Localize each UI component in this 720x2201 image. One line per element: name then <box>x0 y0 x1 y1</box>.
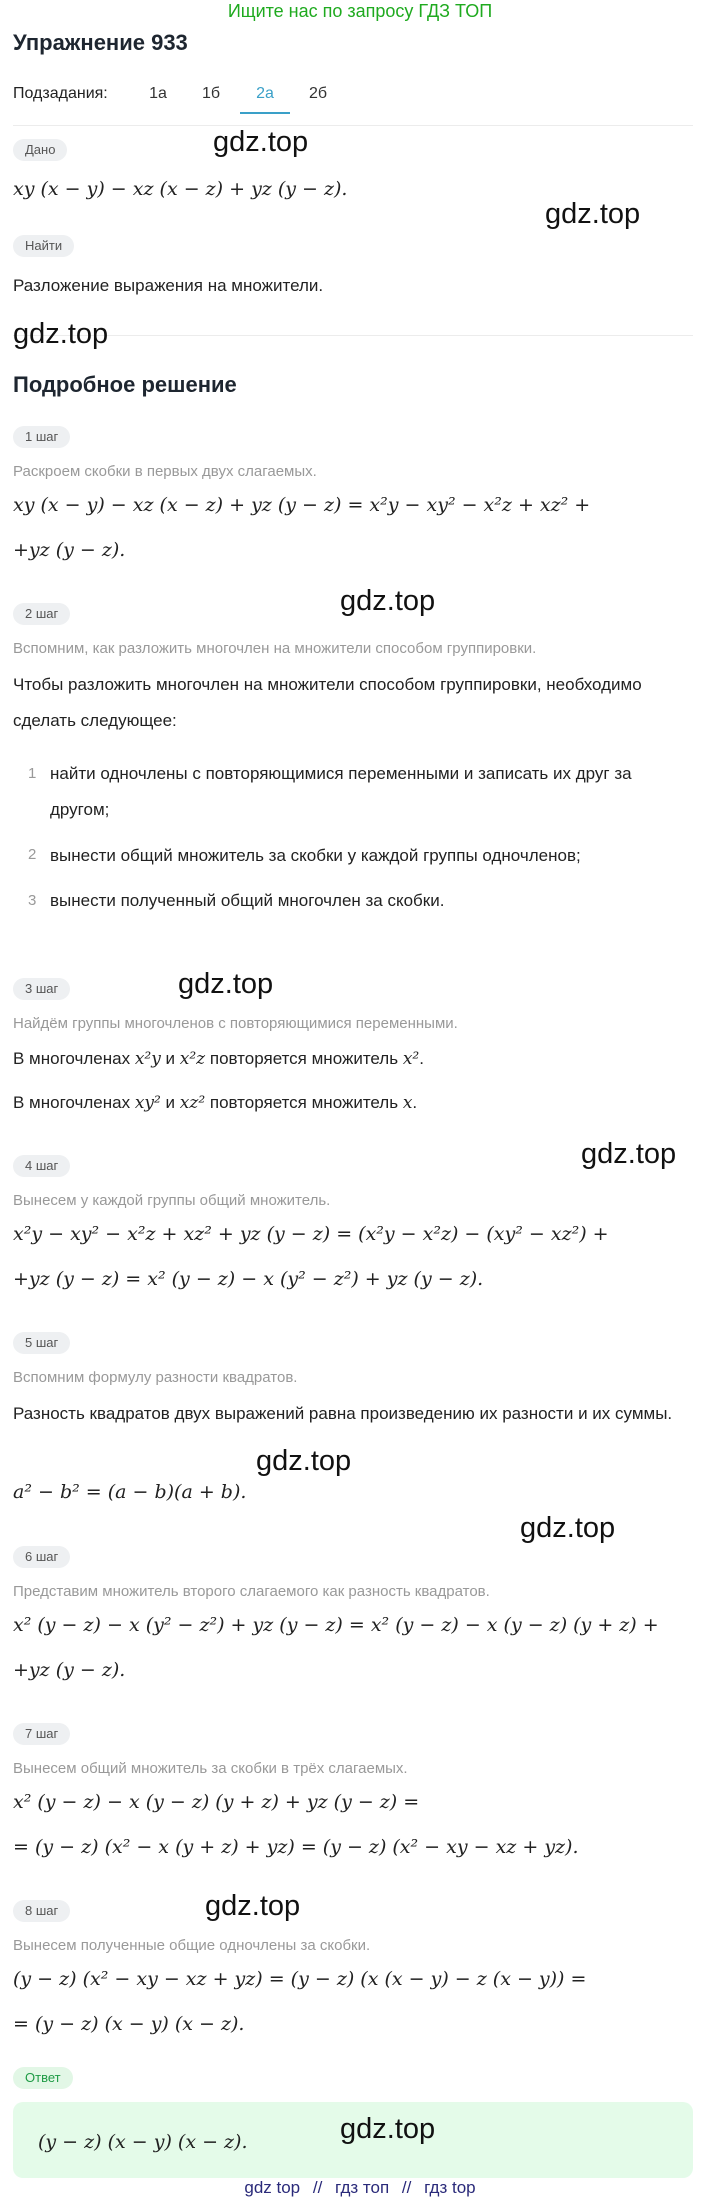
footer-link[interactable]: gdz top <box>244 2178 301 2197</box>
math-line: x² (y − z) − x (y² − z²) + yz (y − z) = x² (y − z) − x (y − z) (y + z) + <box>13 1614 659 1636</box>
divider <box>13 335 693 336</box>
tab-1b[interactable]: 1б <box>201 85 221 102</box>
answer-expression: (y − z) (x − y) (x − z). <box>38 2131 248 2153</box>
list-item: найти одночлены с повторяющимися переменными и записать их друг за другом; <box>50 764 632 819</box>
step-badge: 7 шаг <box>13 1723 70 1745</box>
math-line: x² (y − z) − x (y − z) (y + z) + yz (y − z) = <box>13 1791 420 1813</box>
footer-separator: // <box>401 2178 412 2197</box>
subtasks-label: Подзадания: <box>13 85 108 102</box>
step-hint: Раскроем скобки в первых двух слагаемых. <box>13 463 317 480</box>
math-line: = (y − z) (x² − x (y + z) + yz) = (y − z) (x² − xy − xz + yz). <box>13 1836 579 1858</box>
watermark: gdz.top <box>581 1138 677 1170</box>
math-line: x²y − xy² − x²z + xz² + yz (y − z) = (x²y − x²z) − (xy² − xz²) + <box>13 1223 609 1245</box>
promo-banner: Ищите нас по запросу ГДЗ ТОП <box>227 1 493 21</box>
tab-2a[interactable]: 2а <box>256 85 274 102</box>
tab-1a[interactable]: 1а <box>149 85 167 102</box>
step-hint: Вспомним формулу разности квадратов. <box>13 1369 298 1386</box>
step-badge: 3 шаг <box>13 978 70 1000</box>
answer-badge: Ответ <box>13 2067 73 2089</box>
step-text: В многочленах x²y и x²z повторяется множитель x². <box>13 1049 424 1069</box>
step-hint: Вынесем у каждой группы общий множитель. <box>13 1192 331 1209</box>
list-number: 3 <box>28 892 37 909</box>
given-badge: Дано <box>13 139 67 161</box>
watermark: gdz.top <box>256 1445 352 1477</box>
list-item: вынести полученный общий многочлен за скобки. <box>50 891 445 910</box>
watermark: gdz.top <box>545 198 641 230</box>
step-text: Разность квадратов двух выражений равна произведению их разности и их суммы. <box>13 1404 673 1423</box>
step-hint: Вынесем полученные общие одночлены за скобки. <box>13 1937 371 1954</box>
math-line: (y − z) (x² − xy − xz + yz) = (y − z) (x (x − y) − z (x − y)) = <box>13 1968 587 1990</box>
step-hint: Представим множитель второго слагаемого как разность квадратов. <box>13 1583 490 1600</box>
watermark: gdz.top <box>178 968 274 1000</box>
math-line: xy (x − y) − xz (x − z) + yz (y − z) = x²y − xy² − x²z + xz² + <box>13 494 591 516</box>
step-badge: 1 шаг <box>13 426 70 448</box>
step-hint: Найдём группы многочленов с повторяющимися переменными. <box>13 1015 458 1032</box>
watermark: gdz.top <box>340 585 436 617</box>
step-hint: Вспомним, как разложить многочлен на множители способом группировки. <box>13 640 537 657</box>
math-line: +yz (y − z). <box>13 539 126 561</box>
math-line: = (y − z) (x − y) (x − z). <box>13 2013 245 2035</box>
step-badge: 2 шаг <box>13 603 70 625</box>
watermark: gdz.top <box>13 318 109 350</box>
active-tab-indicator <box>240 112 290 114</box>
step-badge: 5 шаг <box>13 1332 70 1354</box>
list-number: 2 <box>28 846 37 863</box>
watermark: gdz.top <box>340 2113 436 2145</box>
step-badge: 4 шаг <box>13 1155 70 1177</box>
step-text: В многочленах xy² и xz² повторяется множитель x. <box>13 1093 418 1113</box>
math-line: a² − b² = (a − b)(a + b). <box>13 1481 247 1503</box>
list-number: 1 <box>28 765 37 782</box>
math-line: +yz (y − z) = x² (y − z) − x (y² − z²) + yz (y − z). <box>13 1268 484 1290</box>
step-badge: 8 шаг <box>13 1900 70 1922</box>
math-line: +yz (y − z). <box>13 1659 126 1681</box>
list-item: вынести общий множитель за скобки у каждой группы одночленов; <box>50 846 581 865</box>
watermark: gdz.top <box>213 126 309 158</box>
find-text: Разложение выражения на множители. <box>13 276 324 295</box>
step-hint: Вынесем общий множитель за скобки в трёх слагаемых. <box>13 1760 408 1777</box>
find-badge: Найти <box>13 235 74 257</box>
footer-link[interactable]: гдз top <box>424 2178 476 2197</box>
footer-link[interactable]: гдз топ <box>335 2178 390 2197</box>
watermark: gdz.top <box>520 1512 616 1544</box>
footer-separator: // <box>312 2178 323 2197</box>
step-badge: 6 шаг <box>13 1546 70 1568</box>
footer-links <box>0 2178 720 2198</box>
divider <box>13 125 693 126</box>
given-expression: xy (x − y) − xz (x − z) + yz (y − z). <box>13 178 348 200</box>
watermark: gdz.top <box>205 1890 301 1922</box>
solution-title: Подробное решение <box>13 372 237 397</box>
step-text: Чтобы разложить многочлен на множители способом группировки, необходимо сделать следующее: <box>13 675 642 730</box>
tab-2b[interactable]: 2б <box>308 85 328 102</box>
page-title: Упражнение 933 <box>13 30 188 55</box>
